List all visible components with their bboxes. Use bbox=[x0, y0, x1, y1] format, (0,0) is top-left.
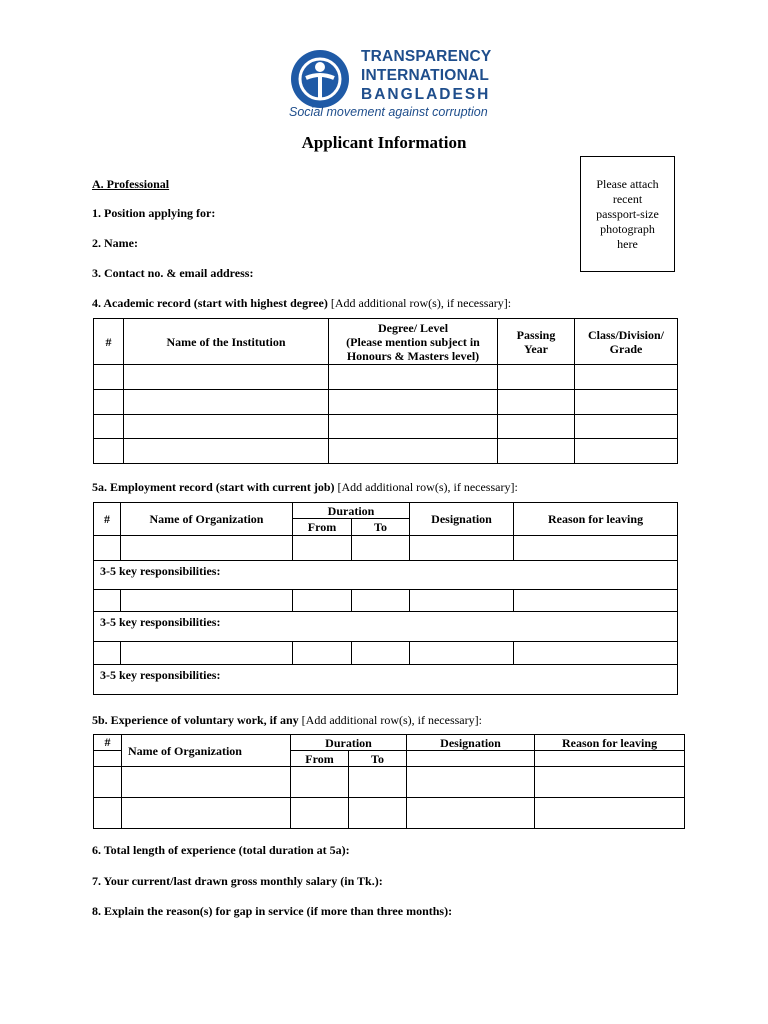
header-institution: Name of the Institution bbox=[124, 319, 329, 365]
table-header-row bbox=[94, 735, 685, 751]
cell-from[interactable] bbox=[293, 536, 352, 561]
header-reason: Reason for leaving bbox=[535, 735, 685, 751]
cell-reason[interactable] bbox=[514, 642, 678, 665]
page-title: Applicant Information bbox=[301, 133, 467, 152]
employment-record-table bbox=[93, 502, 678, 695]
header-passing-year bbox=[498, 319, 575, 365]
header-reason: Reason for leaving bbox=[514, 503, 678, 536]
photo-text-line: Please attach bbox=[596, 177, 659, 191]
photo-text-line: recent bbox=[612, 192, 643, 206]
cell-number[interactable] bbox=[94, 590, 121, 612]
academic-record-table bbox=[93, 318, 678, 464]
header-degree-line: Degree/ Level bbox=[377, 320, 449, 335]
header-designation: Designation bbox=[410, 503, 514, 536]
service-gap-label: 8. Explain the reason(s) for gap in service (if more than three months): bbox=[92, 904, 453, 918]
cell-to[interactable] bbox=[352, 642, 410, 665]
employment-record-note: [Add additional row(s), if necessary]: bbox=[334, 480, 518, 494]
table-row[interactable] bbox=[94, 642, 678, 665]
header-number: # bbox=[94, 735, 122, 751]
responsibilities-label[interactable]: 3-5 key responsibilities: bbox=[94, 665, 678, 695]
cell-class[interactable] bbox=[575, 415, 678, 439]
cell-number[interactable] bbox=[94, 439, 124, 464]
cell-reason[interactable] bbox=[514, 590, 678, 612]
voluntary-work-table bbox=[93, 734, 685, 829]
header-from: From bbox=[291, 751, 349, 767]
cell-reason[interactable] bbox=[514, 536, 678, 561]
cell-designation[interactable] bbox=[410, 536, 514, 561]
cell-passing-year[interactable] bbox=[498, 390, 575, 415]
cell-number[interactable] bbox=[94, 536, 121, 561]
cell-to[interactable] bbox=[349, 767, 407, 798]
academic-record-title: 4. Academic record (start with highest degree) bbox=[92, 296, 328, 310]
photo-text-line: here bbox=[617, 237, 638, 251]
logo-line-3: BANGLADESH bbox=[361, 86, 491, 103]
photo-placeholder[interactable] bbox=[580, 156, 675, 272]
header-passing-line: Passing bbox=[516, 327, 556, 342]
cell-degree[interactable] bbox=[329, 390, 498, 415]
table-row[interactable] bbox=[94, 439, 678, 464]
responsibilities-row[interactable] bbox=[94, 665, 678, 695]
cell-from[interactable] bbox=[291, 767, 349, 798]
cell-passing-year[interactable] bbox=[498, 365, 575, 390]
academic-record-heading bbox=[92, 296, 511, 311]
cell-organization[interactable] bbox=[121, 642, 293, 665]
cell-class[interactable] bbox=[575, 439, 678, 464]
cell-organization[interactable] bbox=[122, 767, 291, 798]
cell-organization[interactable] bbox=[121, 536, 293, 561]
cell-designation[interactable] bbox=[410, 642, 514, 665]
cell-designation[interactable] bbox=[407, 767, 535, 798]
cell-to[interactable] bbox=[352, 536, 410, 561]
header-duration: Duration bbox=[293, 503, 410, 519]
table-row[interactable] bbox=[94, 390, 678, 415]
cell-institution[interactable] bbox=[124, 390, 329, 415]
cell-passing-year[interactable] bbox=[498, 439, 575, 464]
position-label: 1. Position applying for: bbox=[92, 206, 216, 220]
table-row[interactable] bbox=[94, 590, 678, 612]
header-degree-line: Honours & Masters level) bbox=[346, 348, 480, 363]
cell-from[interactable] bbox=[291, 798, 349, 829]
cell-number[interactable] bbox=[94, 642, 121, 665]
section-a-heading: A. Professional bbox=[92, 177, 170, 191]
table-row[interactable] bbox=[94, 415, 678, 439]
cell-class[interactable] bbox=[575, 365, 678, 390]
photo-text-line: photograph bbox=[600, 222, 655, 236]
name-label: 2. Name: bbox=[92, 236, 138, 250]
cell-organization[interactable] bbox=[122, 798, 291, 829]
responsibilities-row[interactable] bbox=[94, 561, 678, 590]
header-to: To bbox=[352, 519, 410, 536]
academic-record-note: [Add additional row(s), if necessary]: bbox=[327, 296, 512, 310]
table-header-row bbox=[94, 503, 678, 519]
cell-degree[interactable] bbox=[329, 415, 498, 439]
voluntary-work-title: 5b. Experience of voluntary work, if any bbox=[92, 713, 299, 727]
logo-emblem-icon bbox=[289, 48, 351, 110]
cell-from[interactable] bbox=[293, 642, 352, 665]
cell-to[interactable] bbox=[349, 798, 407, 829]
cell-designation[interactable] bbox=[410, 590, 514, 612]
header-organization: Name of Organization bbox=[122, 735, 291, 767]
cell-class[interactable] bbox=[575, 390, 678, 415]
cell-number[interactable] bbox=[94, 365, 124, 390]
header-number: # bbox=[94, 319, 124, 365]
cell-institution[interactable] bbox=[124, 439, 329, 464]
voluntary-work-note: [Add additional row(s), if necessary]: bbox=[298, 713, 482, 727]
responsibilities-label[interactable]: 3-5 key responsibilities: bbox=[94, 612, 678, 642]
table-row[interactable] bbox=[94, 536, 678, 561]
header-degree-line: (Please mention subject in bbox=[346, 334, 480, 349]
cell-passing-year[interactable] bbox=[498, 415, 575, 439]
cell-blank bbox=[535, 751, 685, 767]
cell-degree[interactable] bbox=[329, 365, 498, 390]
contact-label: 3. Contact no. & email address: bbox=[92, 266, 254, 280]
cell-number[interactable] bbox=[94, 390, 124, 415]
header-duration: Duration bbox=[291, 735, 407, 751]
header-class-line: Grade bbox=[609, 341, 643, 356]
cell-number[interactable] bbox=[94, 798, 122, 829]
cell-institution[interactable] bbox=[124, 365, 329, 390]
cell-blank bbox=[94, 751, 122, 767]
header-designation: Designation bbox=[407, 735, 535, 751]
cell-number[interactable] bbox=[94, 415, 124, 439]
header-class bbox=[575, 319, 678, 365]
employment-record-heading bbox=[92, 480, 518, 495]
logo-line-1: TRANSPARENCY bbox=[361, 48, 492, 65]
logo-tagline: Social movement against corruption bbox=[289, 105, 488, 119]
cell-reason[interactable] bbox=[535, 767, 685, 798]
cell-institution[interactable] bbox=[124, 415, 329, 439]
table-row[interactable] bbox=[94, 767, 685, 798]
header-class-line: Class/Division/ bbox=[587, 327, 665, 342]
header-passing-line: Year bbox=[524, 341, 548, 356]
cell-designation[interactable] bbox=[407, 798, 535, 829]
responsibilities-row[interactable] bbox=[94, 612, 678, 642]
org-logo bbox=[289, 45, 492, 120]
header-degree bbox=[329, 319, 498, 365]
cell-to[interactable] bbox=[352, 590, 410, 612]
responsibilities-label[interactable]: 3-5 key responsibilities: bbox=[94, 561, 678, 590]
header-organization: Name of Organization bbox=[121, 503, 293, 536]
employment-record-title: 5a. Employment record (start with current job) bbox=[92, 480, 335, 494]
cell-reason[interactable] bbox=[535, 798, 685, 829]
cell-blank bbox=[407, 751, 535, 767]
total-experience-label: 6. Total length of experience (total duration at 5a): bbox=[92, 843, 350, 857]
voluntary-work-heading bbox=[92, 713, 482, 728]
cell-organization[interactable] bbox=[121, 590, 293, 612]
cell-from[interactable] bbox=[293, 590, 352, 612]
header-to: To bbox=[349, 751, 407, 767]
table-row[interactable] bbox=[94, 365, 678, 390]
cell-degree[interactable] bbox=[329, 439, 498, 464]
header-number: # bbox=[94, 503, 121, 536]
cell-number[interactable] bbox=[94, 767, 122, 798]
salary-label: 7. Your current/last drawn gross monthly salary (in Tk.): bbox=[92, 874, 383, 888]
table-row[interactable] bbox=[94, 798, 685, 829]
logo-line-2: INTERNATIONAL bbox=[361, 67, 490, 84]
header-from: From bbox=[293, 519, 352, 536]
table-header-row bbox=[94, 319, 678, 365]
photo-text-line: passport-size bbox=[596, 207, 659, 221]
